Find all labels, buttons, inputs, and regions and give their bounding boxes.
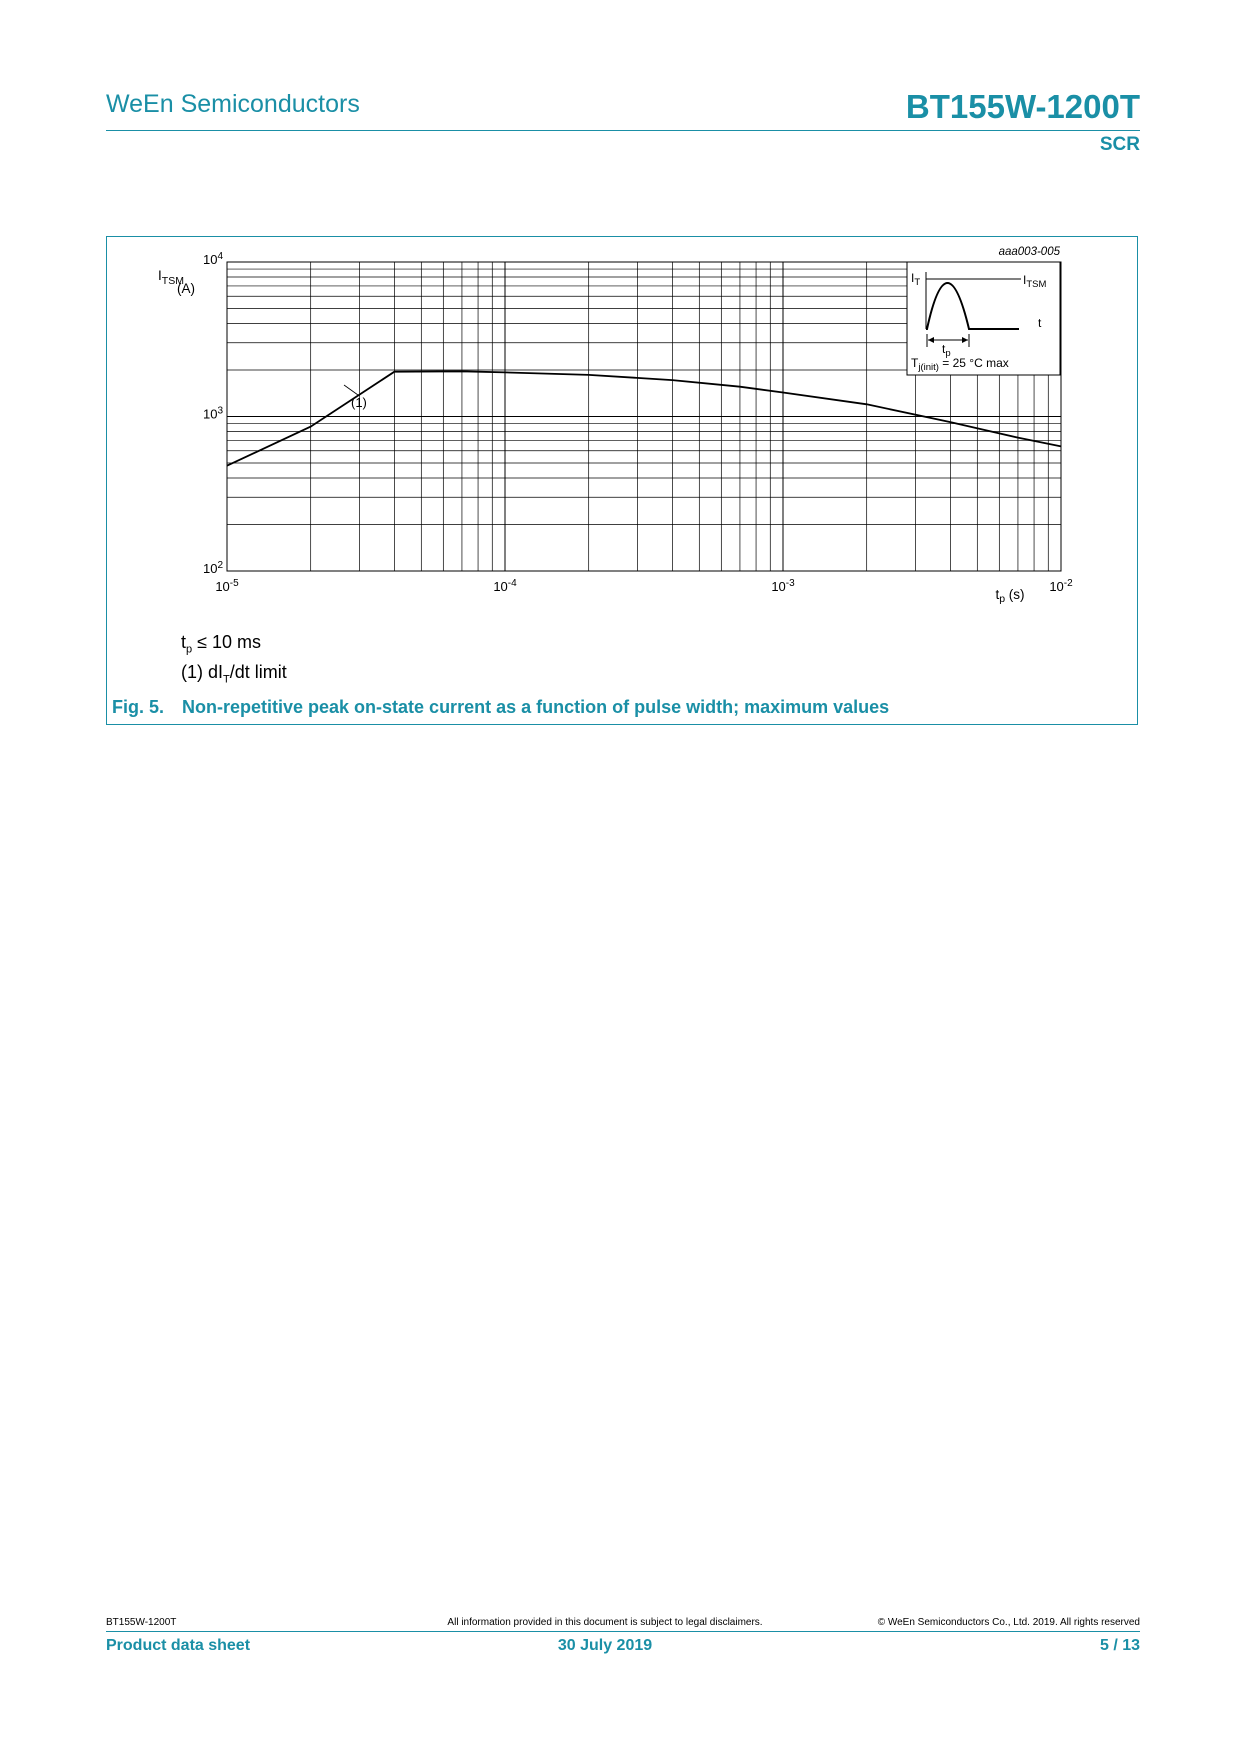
figure-box [106,236,1138,725]
footer-date: 30 July 2019 [557,1637,653,1654]
x-tick-exponent: -2 [1063,578,1073,589]
annotation-leader [344,385,358,395]
note-didt-limit [181,661,287,691]
chart-svg [107,237,1137,677]
x-tick-exponent: -3 [785,578,795,589]
x-tick-label [215,578,239,594]
x-axis-label-sub: p [999,593,1006,605]
annotation-label: (1) [351,395,367,410]
inset-label-itsm-sub: TSM [1026,279,1047,290]
footer-copyright: © WeEn Semiconductors Co., Ltd. 2019. All rights reserved [877,1617,1140,1628]
x-tick-base: 10 [493,579,508,594]
x-tick-base: 10 [1049,579,1064,594]
inset-label-tp-sub: p [945,348,951,359]
x-tick-base: 10 [771,579,786,594]
y-tick-base: 10 [202,406,218,422]
y-tick-exponent: 4 [217,251,223,262]
figure-id-label: aaa003-005 [998,246,1060,258]
y-tick-exponent: 3 [217,405,223,417]
figure-caption [112,697,889,718]
y-tick-exponent: 2 [217,560,223,571]
note2-sub: T [223,673,230,686]
footer-page: 5 / 13 [1099,1637,1140,1654]
y-tick-base: 10 [202,252,218,267]
device-type: SCR [1099,134,1140,155]
header-divider [106,130,1140,131]
inset-label-itsm-main: I [1023,273,1027,287]
y-tick-label [203,560,223,576]
y-axis-unit: (A) [177,281,195,296]
footer-doc-type: Product data sheet [106,1637,251,1654]
itsm-curve [227,371,1061,465]
inset-label-it-sub: T [914,277,921,288]
figure-notes [181,631,287,690]
note2-rest: /dt limit [229,661,287,682]
note-pulse-limit [181,631,287,661]
x-tick-exponent: -5 [229,578,239,589]
note2-main: (1) dI [181,661,224,682]
y-tick-label [203,251,223,267]
part-number: BT155W-1200T [905,88,1140,125]
company-name: WeEn Semiconductors [106,90,360,118]
chart-series [227,371,1061,465]
x-tick-base: 10 [215,579,230,594]
x-axis-label-main: t [995,587,1000,602]
x-axis-label [995,587,1024,605]
x-tick-label [493,578,517,594]
inset-diagram [907,262,1060,375]
y-tick-base: 10 [202,561,218,576]
footer-legal: All information provided in this document is subject to legal disclaimers. [447,1617,763,1628]
inset-label-tj-rest: = 25 °C max [938,356,1009,370]
figure-caption-text: Non-repetitive peak on-state current as a function of pulse width; maximum values [182,697,890,717]
footer-doc-id: BT155W-1200T [106,1617,177,1628]
x-tick-label [771,578,795,594]
note1-rest: ≤ 10 ms [192,632,262,652]
inset-label-t: t [1038,316,1042,330]
x-tick-exponent: -4 [507,578,517,589]
inset-label-it-main: I [911,271,915,285]
y-axis-label-main: I [158,268,162,283]
note1-sub: p [186,643,193,656]
y-tick-label [203,406,223,422]
inset-label-tp-main: t [942,342,946,356]
footer-divider [106,1631,1140,1632]
inset-label-tj-main: T [911,356,919,370]
inset-label-tj-sub: j(init) [918,362,939,373]
y-axis-label-sub: TSM [161,275,184,287]
x-axis-label-unit: (s) [1005,587,1025,602]
figure-caption-number: Fig. 5. [112,697,165,717]
x-tick-label [1049,578,1073,594]
note1-main: t [181,632,187,652]
